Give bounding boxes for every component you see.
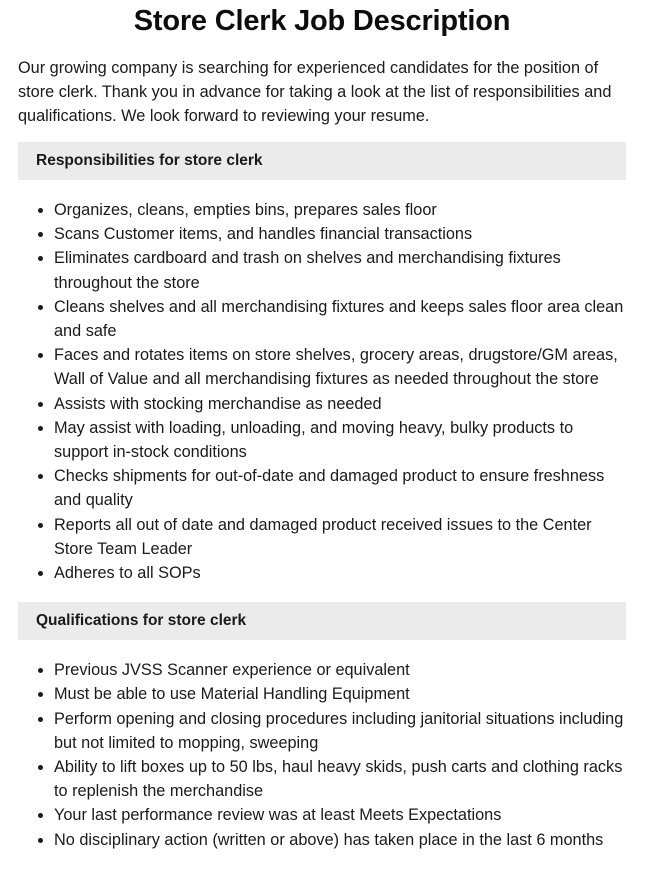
responsibilities-list (18, 198, 626, 585)
responsibility-item: Scans Customer items, and handles financial transactions (18, 222, 626, 246)
qualification-item: Your last performance review was at least Meets Expectations (18, 803, 626, 827)
responsibility-item: Checks shipments for out-of-date and damaged product to ensure freshness and quality (18, 464, 626, 512)
responsibility-item: May assist with loading, unloading, and moving heavy, bulky products to support in-stock conditions (18, 416, 626, 464)
responsibilities-heading: Responsibilities for store clerk (18, 142, 626, 180)
job-description-page (18, 0, 626, 852)
responsibility-item: Adheres to all SOPs (18, 561, 626, 585)
qualification-item: Previous JVSS Scanner experience or equivalent (18, 658, 626, 682)
qualification-item: Must be able to use Material Handling Equipment (18, 682, 626, 706)
intro-paragraph: Our growing company is searching for experienced candidates for the position of store clerk. Thank you in advance for taking a look at the list of responsibilities and qualifications. We look forward to reviewing your resume. (18, 59, 612, 125)
qualification-item: Perform opening and closing procedures including janitorial situations including but not limited to mopping, sweeping (18, 707, 626, 755)
qualification-item: Ability to lift boxes up to 50 lbs, haul heavy skids, push carts and clothing racks to replenish the merchandise (18, 755, 626, 803)
qualification-item: No disciplinary action (written or above) has taken place in the last 6 months (18, 828, 626, 852)
responsibility-item: Eliminates cardboard and trash on shelves and merchandising fixtures throughout the store (18, 246, 626, 294)
responsibility-item: Cleans shelves and all merchandising fixtures and keeps sales floor area clean and safe (18, 295, 626, 343)
page-title: Store Clerk Job Description (133, 5, 511, 37)
responsibility-item: Assists with stocking merchandise as needed (18, 392, 626, 416)
responsibility-item: Organizes, cleans, empties bins, prepares sales floor (18, 198, 626, 222)
qualifications-list (18, 658, 626, 852)
responsibility-item: Faces and rotates items on store shelves, grocery areas, drugstore/GM areas, Wall of Value and all merchandising fixtures as needed throughout the store (18, 343, 626, 391)
qualifications-heading: Qualifications for store clerk (18, 602, 626, 640)
responsibility-item: Reports all out of date and damaged product received issues to the Center Store Team Leader (18, 513, 626, 561)
